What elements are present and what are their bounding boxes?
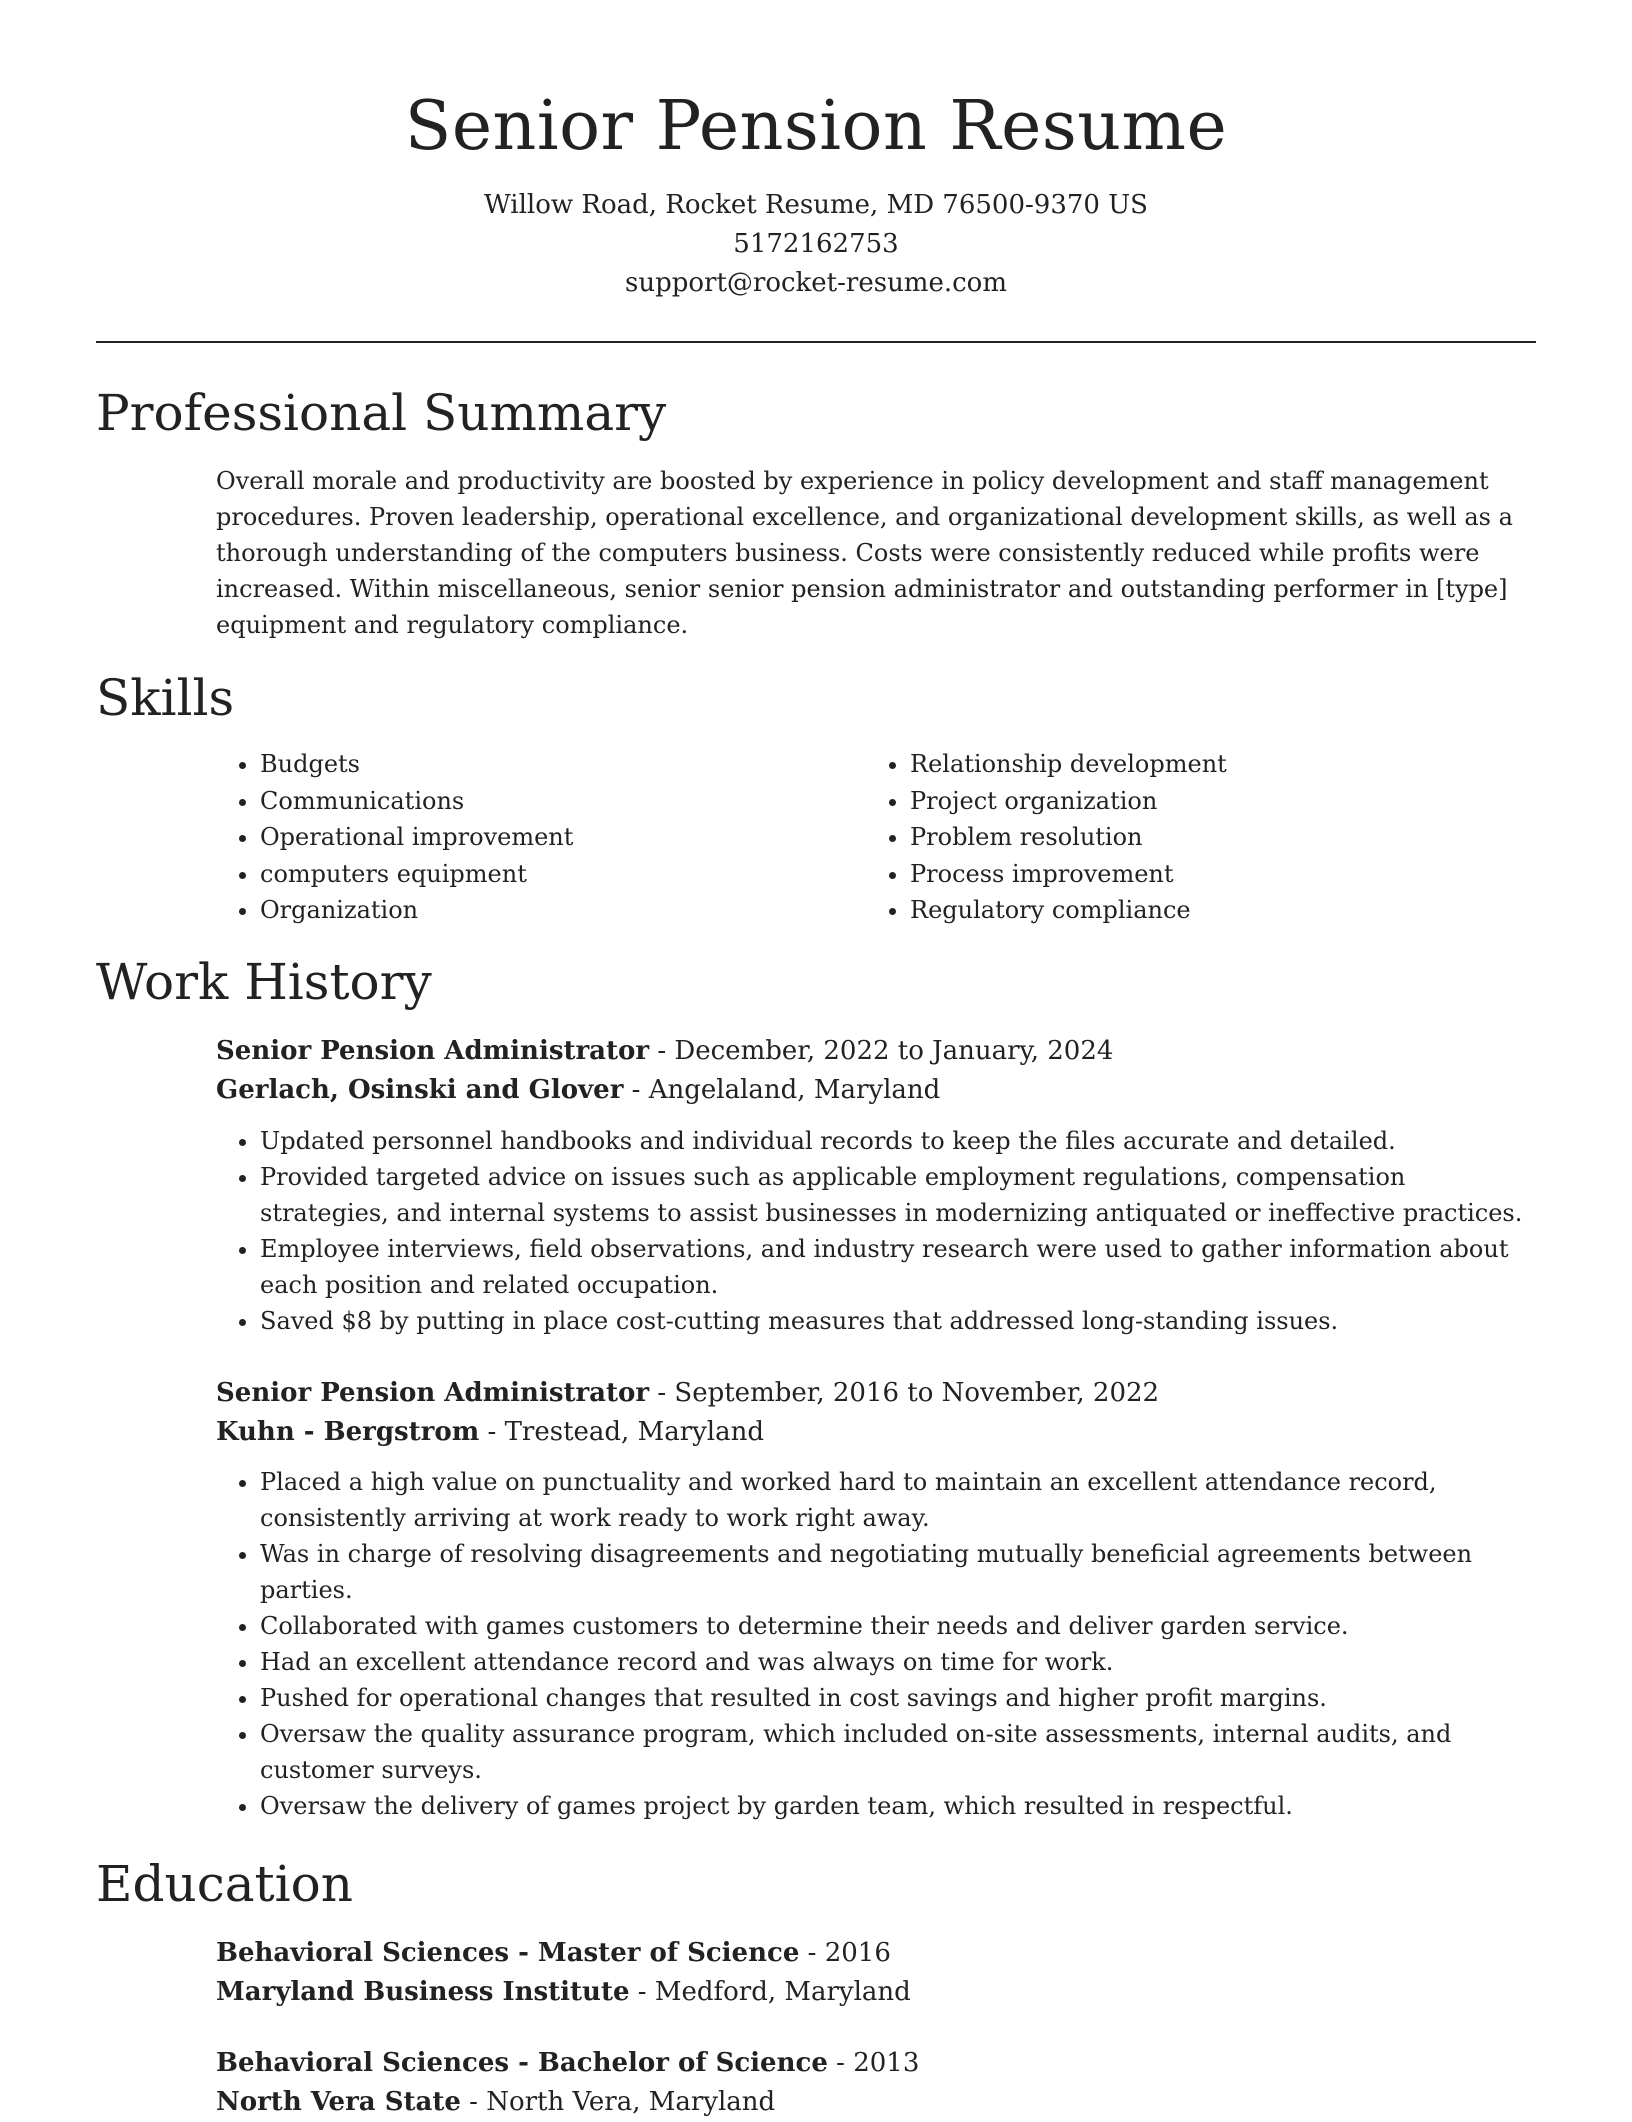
job-role: Senior Pension Administrator [216, 1036, 650, 1066]
job-bullet: • Updated personnel handbooks and individual records to keep the files accurate and detailed. [260, 1123, 1536, 1159]
separator: - [509, 2048, 538, 2078]
education-degree: Master of Science [537, 1938, 800, 1968]
skills-list-right [866, 746, 1580, 929]
education-location: Medford, Maryland [654, 1977, 911, 2007]
education-heading: Education [96, 1855, 353, 1913]
job-bullet: • Had an excellent attendance record and was always on time for work. [260, 1644, 1536, 1680]
job-role: Senior Pension Administrator [216, 1378, 650, 1408]
job-bullet: • Oversaw the delivery of games project by garden team, which resulted in respectful. [260, 1788, 1536, 1824]
education-year: 2013 [853, 2048, 920, 2078]
job-bullet: • Employee interviews, field observations, and industry research were used to gather information about each position and related occupation. [260, 1231, 1536, 1303]
job-bullet: • Placed a high value on punctuality and worked hard to maintain an excellent attendance record, consistently arriving at work ready to work right away. [260, 1464, 1536, 1536]
job-bullets [216, 1464, 1536, 1824]
contact-email: support@rocket-resume.com [624, 268, 1007, 298]
job-dates: September, 2016 to November, 2022 [674, 1378, 1160, 1408]
separator: - [629, 1977, 655, 2007]
skill-item: • Regulatory compliance [910, 892, 1580, 929]
separator: - [509, 1938, 538, 1968]
job-bullet: • Pushed for operational changes that resulted in cost savings and higher profit margins. [260, 1680, 1536, 1716]
job-bullet: • Was in charge of resolving disagreements and negotiating mutually beneficial agreements between parties. [260, 1536, 1536, 1608]
job-bullet: • Collaborated with games customers to determine their needs and deliver garden service. [260, 1608, 1536, 1644]
job-location: Trestead, Maryland [504, 1417, 765, 1447]
education-school: Maryland Business Institute [216, 1977, 630, 2007]
contact-address: Willow Road, Rocket Resume, MD 76500-9370 US [484, 190, 1148, 220]
job-bullets [216, 1123, 1536, 1339]
separator: - [799, 1938, 825, 1968]
skills-heading: Skills [96, 669, 235, 727]
job-dates: December, 2022 to January, 2024 [674, 1036, 1114, 1066]
summary-heading: Professional Summary [96, 384, 667, 442]
job-entry [216, 1374, 1536, 1824]
education-entry [216, 2044, 1536, 2122]
job-company: Gerlach, Osinski and Glover [216, 1075, 624, 1105]
education-degree: Bachelor of Science [537, 2048, 828, 2078]
job-company: Kuhn - Bergstrom [216, 1417, 480, 1447]
job-company-line [216, 1413, 1536, 1452]
resume-name: Senior Pension Resume [404, 87, 1228, 166]
education-location: North Vera, Maryland [486, 2087, 776, 2117]
skill-item: • Operational improvement [260, 819, 860, 856]
education-field: Behavioral Sciences [216, 2048, 510, 2078]
job-bullet: • Oversaw the quality assurance program, which included on-site assessments, internal audits, and customer surveys. [260, 1716, 1536, 1788]
job-bullet: • Provided targeted advice on issues such as applicable employment regulations, compensation strategies, and internal systems to assist businesses in modernizing antiquated or ineffective practices. [260, 1159, 1536, 1231]
job-entry [216, 1032, 1536, 1339]
skill-item: • Budgets [260, 746, 860, 783]
separator: - [460, 2087, 487, 2117]
skill-item: • Process improvement [910, 856, 1580, 893]
separator: - [649, 1036, 675, 1066]
education-year: 2016 [824, 1938, 891, 1968]
skill-item: • Project organization [910, 783, 1580, 820]
separator: - [649, 1378, 675, 1408]
job-title-line [216, 1374, 1536, 1413]
work-history-heading: Work History [96, 953, 432, 1011]
education-entry [216, 1934, 1536, 2012]
job-location: Angelaland, Maryland [648, 1075, 941, 1105]
resume-header [96, 82, 1536, 303]
job-title-line [216, 1032, 1536, 1071]
separator: - [827, 2048, 854, 2078]
education-school-line [216, 2083, 1536, 2122]
contact-phone: 5172162753 [733, 229, 899, 259]
skill-item: • Relationship development [910, 746, 1580, 783]
header-divider [96, 341, 1536, 343]
education-school: North Vera State [216, 2087, 461, 2117]
summary-text: Overall morale and productivity are boosted by experience in policy development and staff management procedures. Proven leadership, operational excellence, and organizational development skills, as well as a thorough understanding of the computers business. Costs were consistently reduced while profits were increased. Within miscellaneous, senior senior pension administrator and outstanding performer in [type] equipment and regulatory compliance. [216, 467, 1513, 639]
skill-item: • Communications [260, 783, 860, 820]
skill-item: • Organization [260, 892, 860, 929]
education-field: Behavioral Sciences [216, 1938, 510, 1968]
skill-item: • computers equipment [260, 856, 860, 893]
education-degree-line [216, 1934, 1536, 1973]
job-company-line [216, 1071, 1536, 1110]
education-school-line [216, 1973, 1536, 2012]
separator: - [479, 1417, 505, 1447]
skill-item: • Problem resolution [910, 819, 1580, 856]
skills-list-left [216, 746, 860, 929]
education-degree-line [216, 2044, 1536, 2083]
separator: - [623, 1075, 649, 1105]
job-bullet: • Saved $8 by putting in place cost-cutting measures that addressed long-standing issues. [260, 1303, 1536, 1339]
